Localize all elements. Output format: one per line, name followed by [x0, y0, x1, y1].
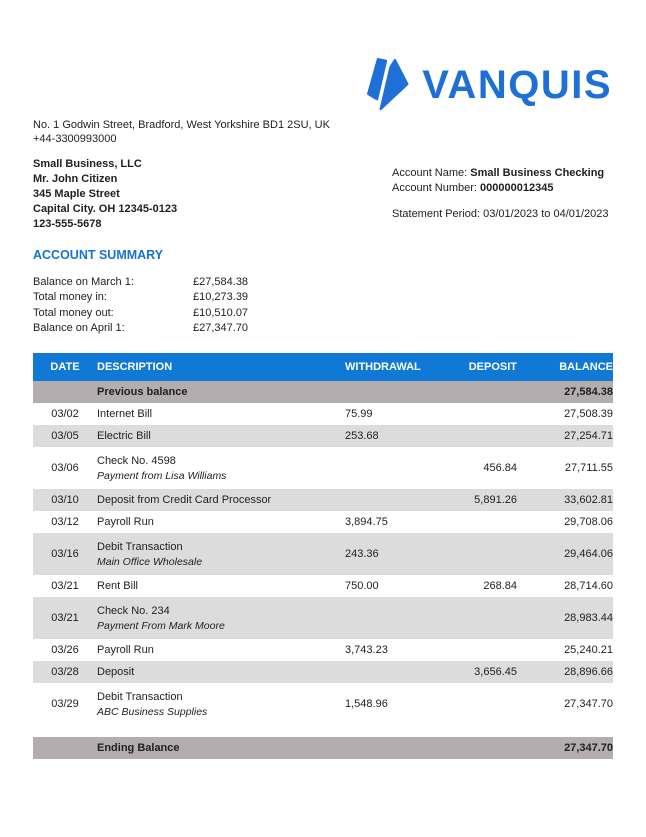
account-number-label: Account Number: — [392, 182, 477, 194]
customer-line: Small Business, LLC — [33, 158, 142, 170]
transaction-balance: 28,896.66 — [517, 661, 613, 683]
transaction-note: Main Office Wholesale — [97, 555, 203, 568]
transaction-date: 03/10 — [33, 489, 97, 511]
transaction-description — [97, 683, 345, 725]
transaction-withdrawal: 75.99 — [345, 408, 373, 421]
transaction-date: 03/16 — [33, 533, 97, 575]
statement-period-label: Statement Period: — [392, 208, 481, 220]
transaction-description-text: Debit Transaction — [97, 540, 183, 553]
transaction-balance: 27,254.71 — [517, 425, 613, 447]
summary-label: Balance on March 1: — [33, 276, 134, 288]
column-header-description: DESCRIPTION — [97, 353, 345, 381]
customer-line: 123-555-5678 — [33, 218, 102, 230]
transaction-withdrawal: 1,548.96 — [345, 698, 388, 711]
transaction-withdrawal: 3,894.75 — [345, 516, 388, 529]
transaction-description — [97, 511, 345, 533]
transaction-description-text: Deposit — [97, 666, 135, 679]
summary-value: £27,584.38 — [193, 276, 249, 288]
transaction-withdrawal: 750.00 — [345, 580, 379, 593]
summary-label: Balance on April 1: — [33, 321, 125, 334]
transaction-date: 03/02 — [51, 408, 79, 421]
column-header-deposit: DEPOSIT — [430, 353, 517, 381]
bank-address-line: No. 1 Godwin Street, Bradford, West Yorkshire BD1 2SU, UK — [33, 119, 330, 131]
transaction-balance: 29,708.06 — [564, 516, 613, 529]
summary-value: £27,347.70 — [193, 321, 249, 334]
transaction-balance: 29,464.06 — [517, 533, 613, 575]
transaction-deposit — [430, 639, 517, 661]
transaction-date: 03/21 — [51, 580, 79, 593]
summary-value: £10,273.39 — [193, 291, 249, 304]
transaction-deposit — [430, 403, 517, 425]
transaction-row — [33, 533, 613, 575]
customer-line: 345 Maple Street — [33, 188, 120, 200]
transactions-header — [33, 353, 613, 381]
previous-balance-row — [33, 381, 613, 403]
transaction-date: 03/06 — [51, 462, 79, 475]
previous-balance-label: Previous balance — [97, 381, 345, 403]
account-number-value: 000000012345 — [480, 182, 554, 194]
transaction-description — [97, 575, 345, 597]
transaction-row — [33, 683, 613, 725]
summary-label: Total money out: — [33, 306, 114, 319]
transaction-description — [97, 639, 345, 661]
transaction-description — [97, 597, 345, 639]
account-number-row — [392, 181, 612, 196]
summary-label: Total money in: — [33, 291, 107, 304]
summary-value: £10,510.07 — [193, 306, 249, 319]
info-row — [33, 157, 612, 232]
transaction-description — [97, 447, 345, 489]
transaction-row — [33, 447, 613, 489]
column-header-balance: BALANCE — [517, 353, 613, 381]
transaction-deposit: 268.84 — [483, 580, 517, 593]
ending-balance-amount: 27,347.70 — [517, 737, 613, 759]
vanquis-logo-icon — [361, 57, 411, 113]
transaction-balance: 28,983.44 — [517, 597, 613, 639]
column-header-date: DATE — [33, 353, 97, 381]
summary-row — [33, 290, 646, 305]
transaction-deposit — [430, 533, 517, 575]
summary-row — [33, 306, 646, 321]
transaction-deposit — [430, 425, 517, 447]
transaction-description-text: Check No. 4598 — [97, 454, 176, 467]
transaction-balance: 27,347.70 — [564, 698, 613, 711]
summary-row — [33, 275, 646, 290]
transaction-row — [33, 489, 613, 511]
transaction-balance: 27,711.55 — [564, 462, 613, 475]
transaction-deposit: 3,656.45 — [430, 661, 517, 683]
transaction-note: Payment from Lisa Williams — [97, 469, 227, 482]
transaction-balance: 25,240.21 — [564, 644, 613, 657]
transaction-date: 03/05 — [33, 425, 97, 447]
logo-row — [0, 0, 646, 113]
transaction-withdrawal — [345, 447, 430, 489]
bank-phone: +44-3300993000 — [33, 133, 117, 145]
statement-period-value: 03/01/2023 to 04/01/2023 — [483, 208, 609, 220]
transaction-deposit: 5,891.26 — [430, 489, 517, 511]
transaction-row — [33, 597, 613, 639]
vanquis-logo — [361, 57, 612, 113]
transaction-description-text: Deposit from Credit Card Processor — [97, 494, 272, 507]
transaction-date: 03/12 — [51, 516, 79, 529]
bank-address-block — [33, 118, 646, 146]
transaction-row — [33, 425, 613, 447]
transaction-description-text: Payroll Run — [97, 516, 154, 529]
transaction-row — [33, 661, 613, 683]
transaction-withdrawal: 253.68 — [345, 425, 430, 447]
account-name-row — [392, 166, 612, 181]
transaction-description-text: Rent Bill — [97, 580, 138, 593]
transaction-description-text: Check No. 234 — [97, 604, 170, 617]
column-header-withdrawal: WITHDRAWAL — [345, 353, 430, 381]
transaction-description-text: Payroll Run — [97, 644, 154, 657]
transaction-balance: 27,508.39 — [564, 408, 613, 421]
transaction-balance: 28,714.60 — [564, 580, 613, 593]
transaction-description — [97, 661, 345, 683]
account-info-block — [392, 157, 612, 232]
transaction-withdrawal — [345, 661, 430, 683]
transaction-deposit — [430, 683, 517, 725]
transaction-date: 03/21 — [33, 597, 97, 639]
transaction-description-text: Electric Bill — [97, 430, 151, 443]
account-name-value: Small Business Checking — [470, 167, 605, 179]
transaction-note: ABC Business Supplies — [97, 705, 208, 718]
summary-row — [33, 321, 646, 336]
transaction-description — [97, 403, 345, 425]
transaction-date: 03/29 — [51, 698, 79, 711]
transaction-withdrawal: 3,743.23 — [345, 644, 388, 657]
customer-address-block — [33, 157, 177, 232]
ending-balance-label: Ending Balance — [97, 737, 345, 759]
customer-line: Capital City. OH 12345-0123 — [33, 203, 178, 215]
ending-balance-row — [33, 737, 613, 759]
transaction-note: Payment From Mark Moore — [97, 619, 225, 632]
transaction-deposit — [430, 511, 517, 533]
transaction-description — [97, 533, 345, 575]
transaction-row — [33, 639, 613, 661]
transaction-description-text: Debit Transaction — [97, 690, 183, 703]
transactions-table — [33, 353, 613, 759]
account-name-label: Account Name: — [392, 167, 468, 179]
transaction-description — [97, 489, 345, 511]
account-summary-title: ACCOUNT SUMMARY — [33, 248, 164, 262]
brand-name: VANQUIS — [422, 63, 612, 107]
statement-period-row — [392, 207, 612, 222]
transaction-withdrawal — [345, 489, 430, 511]
transaction-description-text: Internet Bill — [97, 408, 153, 421]
transactions-body — [33, 381, 613, 759]
customer-line: Mr. John Citizen — [33, 173, 118, 185]
spacer-row — [33, 725, 613, 737]
transaction-row — [33, 575, 613, 597]
transaction-row — [33, 403, 613, 425]
account-summary — [33, 275, 646, 336]
transaction-description — [97, 425, 345, 447]
transaction-date: 03/28 — [33, 661, 97, 683]
transaction-withdrawal — [345, 597, 430, 639]
transaction-deposit — [430, 597, 517, 639]
transactions-header-row — [33, 353, 613, 381]
transaction-withdrawal: 243.36 — [345, 533, 430, 575]
transaction-deposit: 456.84 — [483, 462, 517, 475]
transaction-balance: 33,602.81 — [517, 489, 613, 511]
transaction-row — [33, 511, 613, 533]
transaction-date: 03/26 — [51, 644, 79, 657]
previous-balance-amount: 27,584.38 — [517, 381, 613, 403]
